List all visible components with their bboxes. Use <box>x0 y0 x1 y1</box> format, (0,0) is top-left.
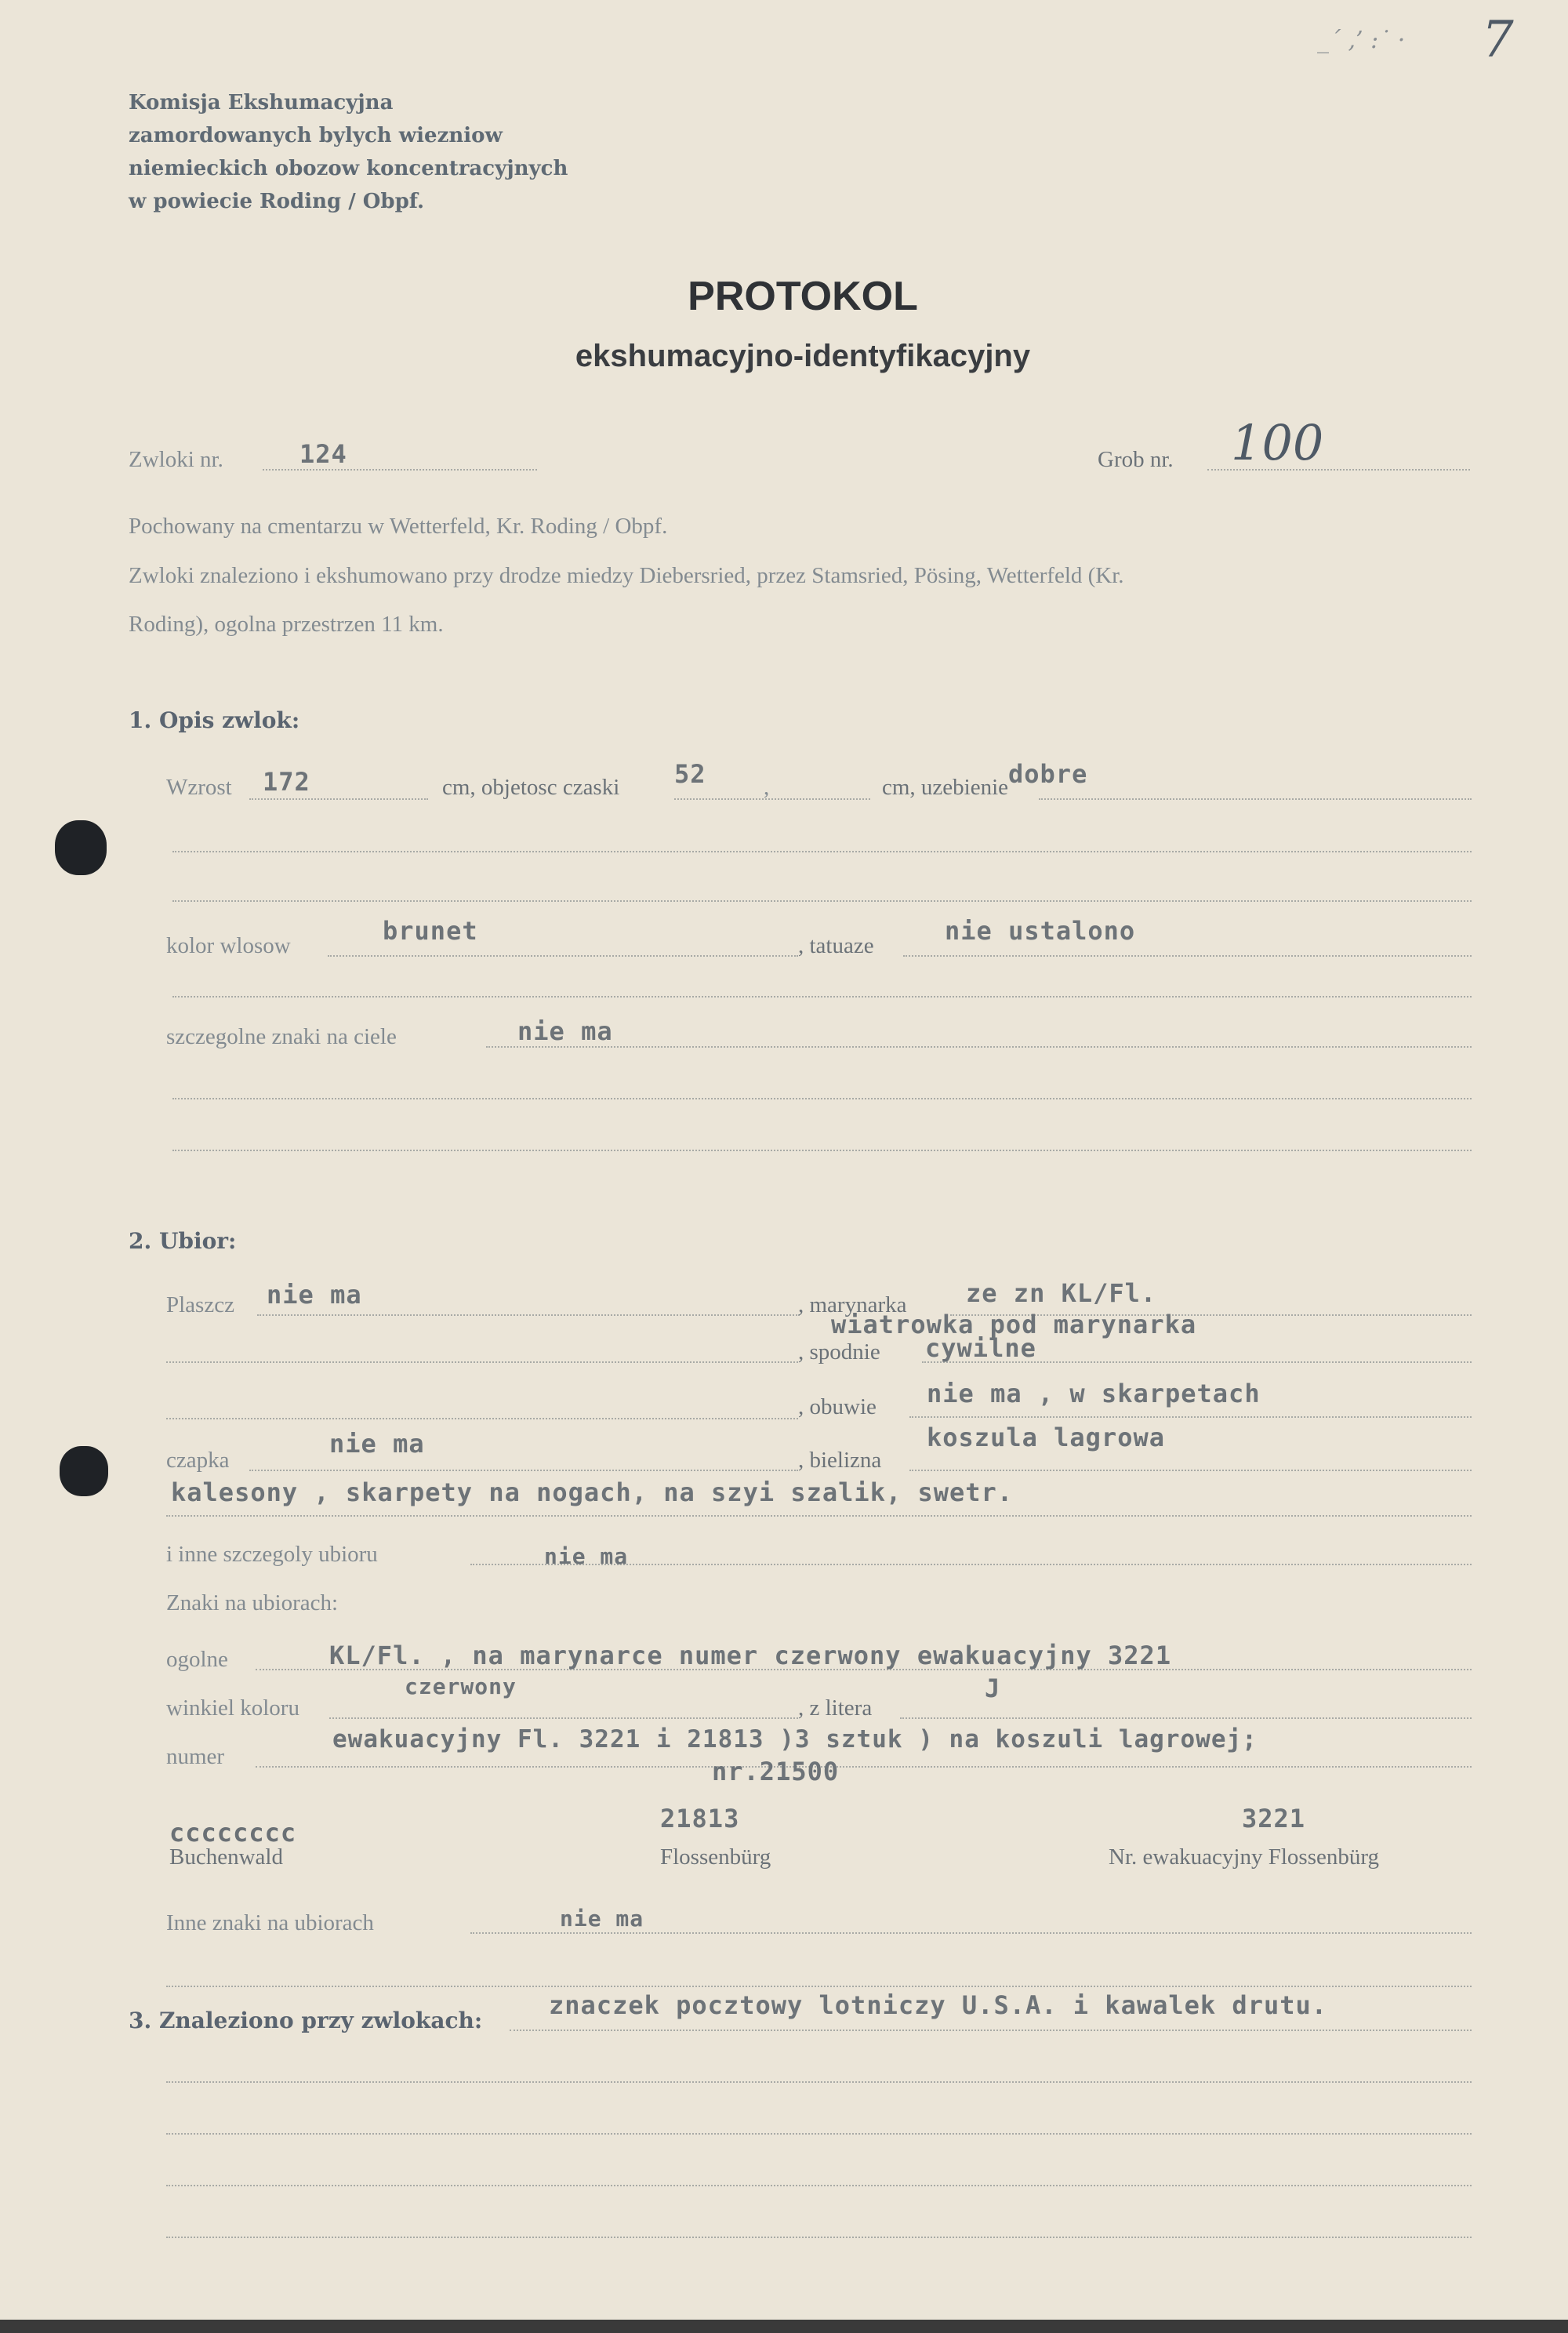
litera-value: J <box>985 1673 1001 1703</box>
flossenburg-number: 21813 <box>660 1804 740 1833</box>
bielizna-label: , bielizna <box>798 1448 882 1473</box>
punch-hole-top <box>55 820 107 875</box>
flossenburg-label: Flossenbürg <box>660 1844 771 1870</box>
section-3-value: znaczek pocztowy lotniczy U.S.A. i kawalek drutu. <box>549 1990 1328 2020</box>
cm-objetosc-label: cm, objetosc czaski <box>442 775 620 800</box>
czapka-value: nie ma <box>329 1429 425 1459</box>
cm-uzebienie-label: cm, uzebienie <box>882 775 1009 800</box>
zwloki-number: 124 <box>299 439 347 469</box>
inne-szczegoly-value: nie ma <box>544 1543 629 1569</box>
czaszka-comma: , <box>764 775 770 800</box>
wzrost-value: 172 <box>263 767 310 797</box>
ewakuacyjny-label: Nr. ewakuacyjny Flossenbürg <box>1109 1844 1379 1870</box>
buchenwald-label: Buchenwald <box>169 1844 283 1870</box>
marynarka-label: , marynarka <box>798 1292 907 1317</box>
znaki-cialo-value: nie ma <box>517 1016 613 1046</box>
inne-znaki-value: nie ma <box>560 1906 644 1931</box>
header-line-3: niemieckich obozow koncentracyjnych <box>129 157 568 180</box>
spodnie-label: , spodnie <box>798 1339 880 1365</box>
intro-line-2: Zwloki znaleziono i ekshumowano przy drodze miedzy Diebersried, przez Stamsried, Pösing, Wetterfeld (Kr. <box>129 563 1124 588</box>
litera-label: , z litera <box>798 1695 873 1721</box>
wlosy-value: brunet <box>383 916 478 946</box>
document-title: PROTOKOL <box>688 274 918 319</box>
section-3-title: 3. Znaleziono przy zwlokach: <box>129 2008 483 2033</box>
numer-label: numer <box>166 1744 225 1769</box>
intro-line-3: Roding), ogolna przestrzen 11 km. <box>129 612 444 637</box>
section-2-title: 2. Ubior: <box>129 1228 237 1254</box>
zwloki-label: Zwloki nr. <box>129 447 223 472</box>
numer-value-2: nr.21500 <box>712 1757 840 1786</box>
obuwie-label: , obuwie <box>798 1394 877 1419</box>
obuwie-value: nie ma , w skarpetach <box>927 1379 1261 1408</box>
page-number: 7 <box>1482 11 1514 69</box>
znaki-cialo-label: szczegolne znaki na ciele <box>166 1024 397 1049</box>
wlosy-label: kolor wlosow <box>166 933 291 958</box>
buchenwald-value: cccccccc <box>169 1818 297 1848</box>
numer-value: ewakuacyjny Fl. 3221 i 21813 )3 sztuk ) na koszuli lagrowej; <box>332 1725 1258 1753</box>
znaki-ubiorach-label: Znaki na ubiorach: <box>166 1590 339 1615</box>
plaszcz-value: nie ma <box>267 1280 362 1310</box>
ogolne-label: ogolne <box>166 1647 228 1672</box>
header-line-4: w powiecie Roding / Obpf. <box>129 190 425 213</box>
marynarka-value: ze zn KL/Fl. <box>966 1278 1157 1308</box>
ogolne-value: KL/Fl. , na marynarce numer czerwony ewakuacyjny 3221 <box>329 1641 1172 1670</box>
header-line-2: zamordowanych bylych wiezniow <box>129 124 503 147</box>
ewakuacyjny-number: 3221 <box>1242 1804 1306 1833</box>
tatuaze-label: , tatuaze <box>798 933 874 958</box>
bielizna-value: koszula lagrowa <box>927 1423 1165 1452</box>
czapka-label: czapka <box>166 1448 230 1473</box>
bielizna-continued: kalesony , skarpety na nogach, na szyi szalik, swetr. <box>171 1477 1014 1507</box>
winkiel-label: winkiel koloru <box>166 1695 299 1721</box>
inne-znaki-label: Inne znaki na ubiorach <box>166 1910 374 1935</box>
plaszcz-label: Plaszcz <box>166 1292 234 1317</box>
wiatrowka-value: wiatrowka pod marynarka <box>831 1310 1197 1339</box>
section-1-title: 1. Opis zwlok: <box>129 707 300 733</box>
wzrost-label: Wzrost <box>166 775 232 800</box>
corner-mark: _ˊ ,’ :˙ · <box>1317 27 1406 54</box>
inne-szczegoly-label: i inne szczegoly ubioru <box>166 1542 378 1567</box>
spodnie-value: cywilne <box>925 1333 1036 1363</box>
winkiel-value: czerwony <box>405 1673 517 1699</box>
uzebienie-value: dobre <box>1008 759 1088 789</box>
header-line-1: Komisja Ekshumacyjna <box>129 91 394 114</box>
grob-label: Grob nr. <box>1098 447 1174 472</box>
punch-hole-bottom <box>60 1446 108 1496</box>
page-edge <box>0 2320 1568 2333</box>
intro-line-1: Pochowany na cmentarzu w Wetterfeld, Kr. Roding / Obpf. <box>129 514 668 539</box>
document-subtitle: ekshumacyjno-identyfikacyjny <box>575 339 1031 373</box>
grob-number: 100 <box>1231 414 1324 471</box>
czaszka-value: 52 <box>674 759 706 789</box>
tatuaze-value: nie ustalono <box>945 916 1136 946</box>
